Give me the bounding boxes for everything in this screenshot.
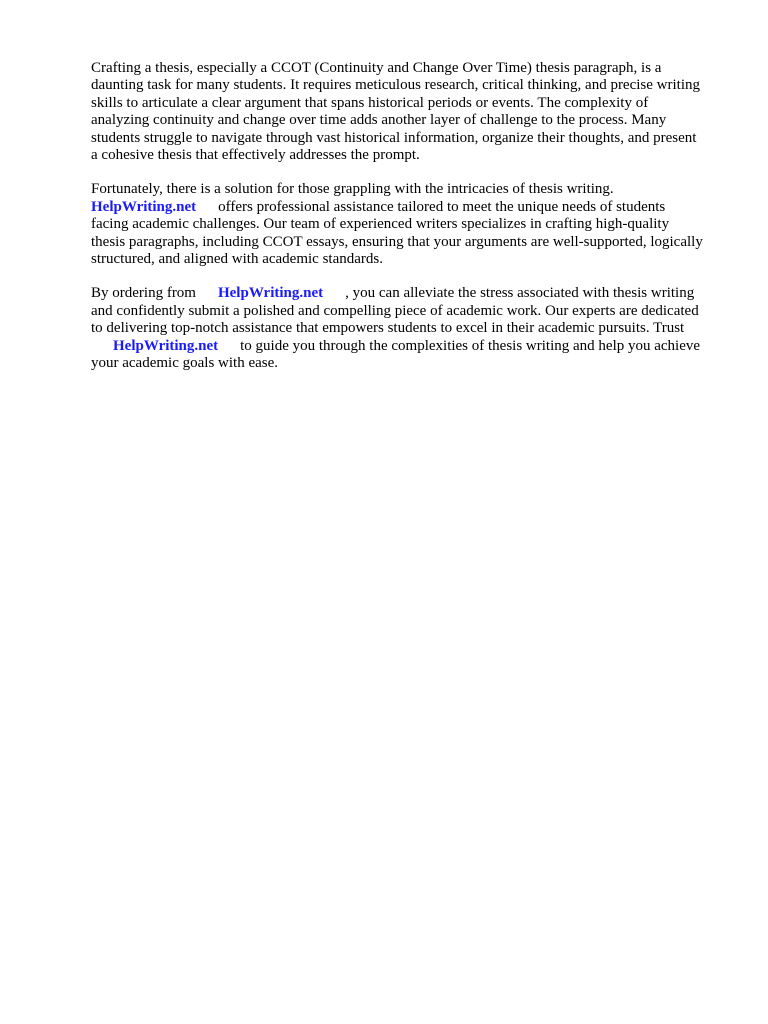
helpwriting-link[interactable]: HelpWriting.net	[91, 198, 197, 215]
text-line: and confidently submit a polished and compelling piece of academic work. Our experts are dedicated	[91, 302, 699, 319]
text-segment: offers professional assistance tailored to meet the unique needs of students	[218, 198, 666, 215]
text-line: daunting task for many students. It requires meticulous research, critical thinking, and precise writing	[91, 77, 700, 94]
text-line: facing academic challenges. Our team of experienced writers specializes in crafting high-quality	[91, 216, 670, 233]
text-segment: , you can alleviate the stress associated with thesis writing	[345, 285, 695, 302]
text-line: a cohesive thesis that effectively addresses the prompt.	[91, 147, 420, 164]
text-line	[91, 199, 731, 216]
text-line: your academic goals with ease.	[91, 355, 279, 372]
text-line	[91, 285, 731, 302]
document-body	[91, 60, 731, 390]
text-line: students struggle to navigate through vast historical information, organize their thoughts, and present	[91, 129, 697, 146]
text-line: structured, and aligned with academic standards.	[91, 251, 383, 268]
text-line: thesis paragraphs, including CCOT essays, ensuring that your arguments are well-supported, logically	[91, 233, 703, 250]
text-line: skills to articulate a clear argument that spans historical periods or events. The complexity of	[91, 94, 649, 111]
paragraph-solution	[91, 181, 731, 268]
paragraph-ordering	[91, 285, 731, 372]
helpwriting-link[interactable]: HelpWriting.net	[113, 337, 219, 354]
paragraph-intro	[91, 60, 731, 164]
helpwriting-link[interactable]: HelpWriting.net	[217, 285, 324, 302]
text-line	[113, 338, 731, 355]
text-line: to delivering top-notch assistance that empowers students to excel in their academic pursuits. Trust	[91, 320, 685, 337]
text-line: Fortunately, there is a solution for those grappling with the intricacies of thesis writing.	[91, 181, 614, 198]
text-segment: By ordering from	[91, 285, 196, 302]
text-line: Crafting a thesis, especially a CCOT (Continuity and Change Over Time) thesis paragraph, is a	[91, 60, 662, 76]
text-segment: to guide you through the complexities of thesis writing and help you achieve	[240, 337, 701, 354]
text-line: analyzing continuity and change over time adds another layer of challenge to the process. Many	[91, 112, 667, 129]
